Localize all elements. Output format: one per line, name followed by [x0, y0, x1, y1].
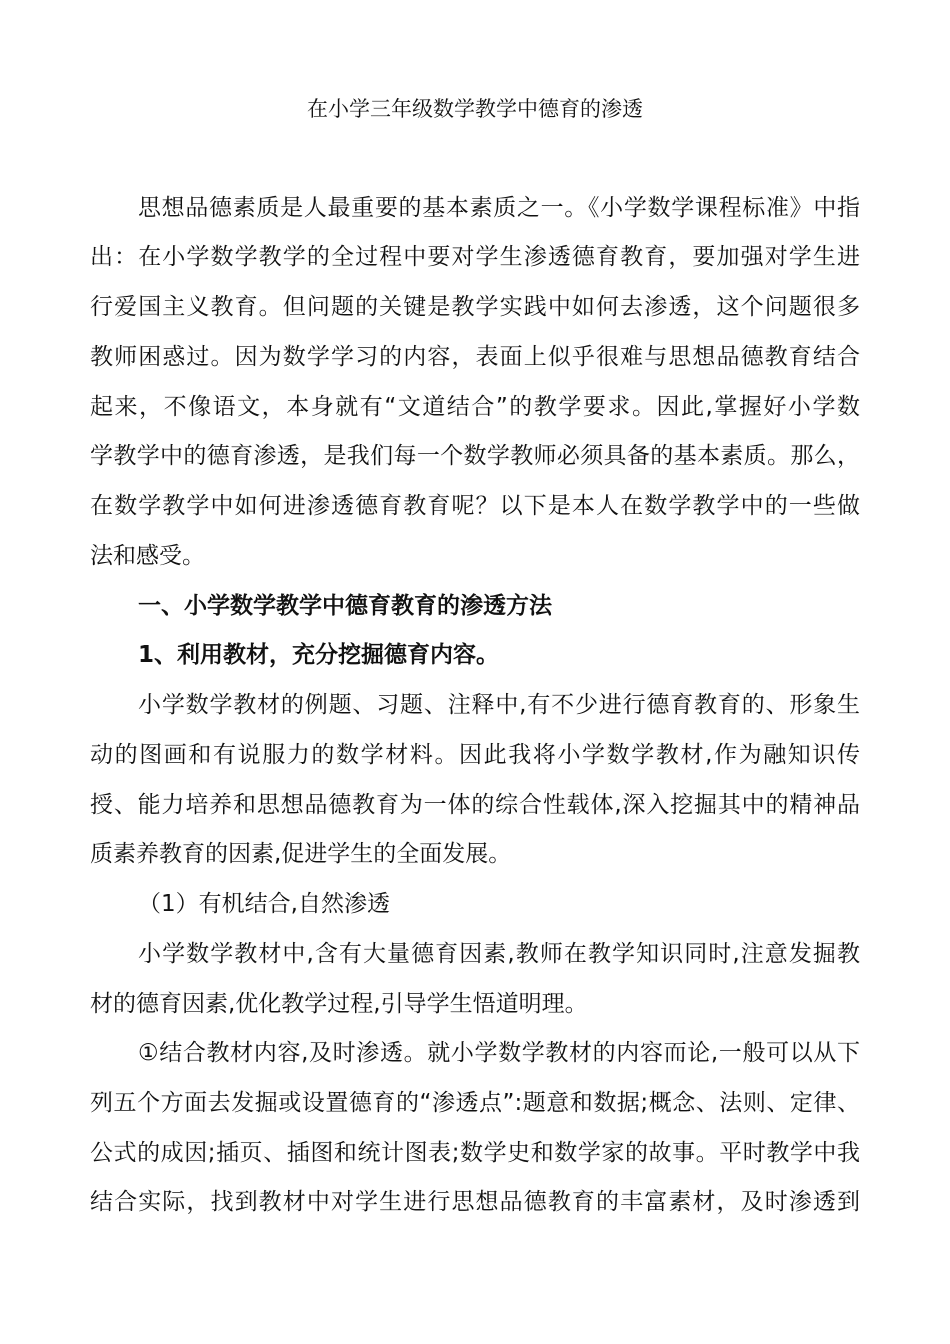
paragraph-line: 结合实际，找到教材中对学生进行思想品德教育的丰富素材，及时渗透到	[90, 1189, 860, 1215]
paragraph-line: 学教学中的德育渗透，是我们每一个数学教师必须具备的基本素质。那么，	[90, 443, 860, 469]
paragraph-line: ①结合教材内容,及时渗透。就小学数学教材的内容而论,一般可以从下	[138, 1040, 860, 1066]
paragraph-line: 列五个方面去发掘或设置德育的“渗透点”:题意和数据;概念、法则、定律、	[90, 1090, 860, 1116]
paragraph-line: 出：在小学数学教学的全过程中要对学生渗透德育教育，要加强对学生进	[90, 244, 860, 270]
paragraph-line: 材的德育因素,优化教学过程,引导学生悟道明理。	[90, 991, 588, 1017]
paragraph-line: 法和感受。	[90, 543, 205, 569]
paragraph-line: 小学数学教材中,含有大量德育因素,教师在教学知识同时,注意发掘教	[138, 941, 860, 967]
paragraph-line: 质素养教育的因素,促进学生的全面发展。	[90, 841, 512, 867]
paragraph-line: 起来，不像语文，本身就有“文道结合”的教学要求。因此,掌握好小学数	[90, 394, 860, 420]
document-title: 在小学三年级数学教学中德育的渗透	[307, 97, 643, 121]
paragraph-line: 教师困惑过。因为数学学习的内容，表面上似乎很难与思想品德教育结合	[90, 344, 860, 370]
paragraph-line: 思想品德素质是人最重要的基本素质之一。《小学数学课程标准》中指	[138, 195, 860, 221]
subsection-heading: 1、利用教材，充分挖掘德育内容。	[138, 642, 500, 668]
section-heading: 一、小学数学教学中德育教育的渗透方法	[138, 593, 552, 619]
paragraph-line: 动的图画和有说服力的数学材料。因此我将小学数学教材,作为融知识传	[90, 742, 860, 768]
paragraph-line: 公式的成因;插页、插图和统计图表;数学史和数学家的故事。平时教学中我	[90, 1140, 860, 1166]
paragraph-line: 在数学教学中如何进渗透德育教育呢？以下是本人在数学教学中的一些做	[90, 493, 860, 519]
paragraph-line: 授、能力培养和思想品德教育为一体的综合性载体,深入挖掘其中的精神品	[90, 792, 860, 818]
paragraph-line: 行爱国主义教育。但问题的关键是教学实践中如何去渗透，这个问题很多	[90, 294, 860, 320]
subheading-line: （1）有机结合,自然渗透	[138, 891, 390, 917]
paragraph-line: 小学数学教材的例题、习题、注释中,有不少进行德育教育的、形象生	[138, 692, 860, 718]
